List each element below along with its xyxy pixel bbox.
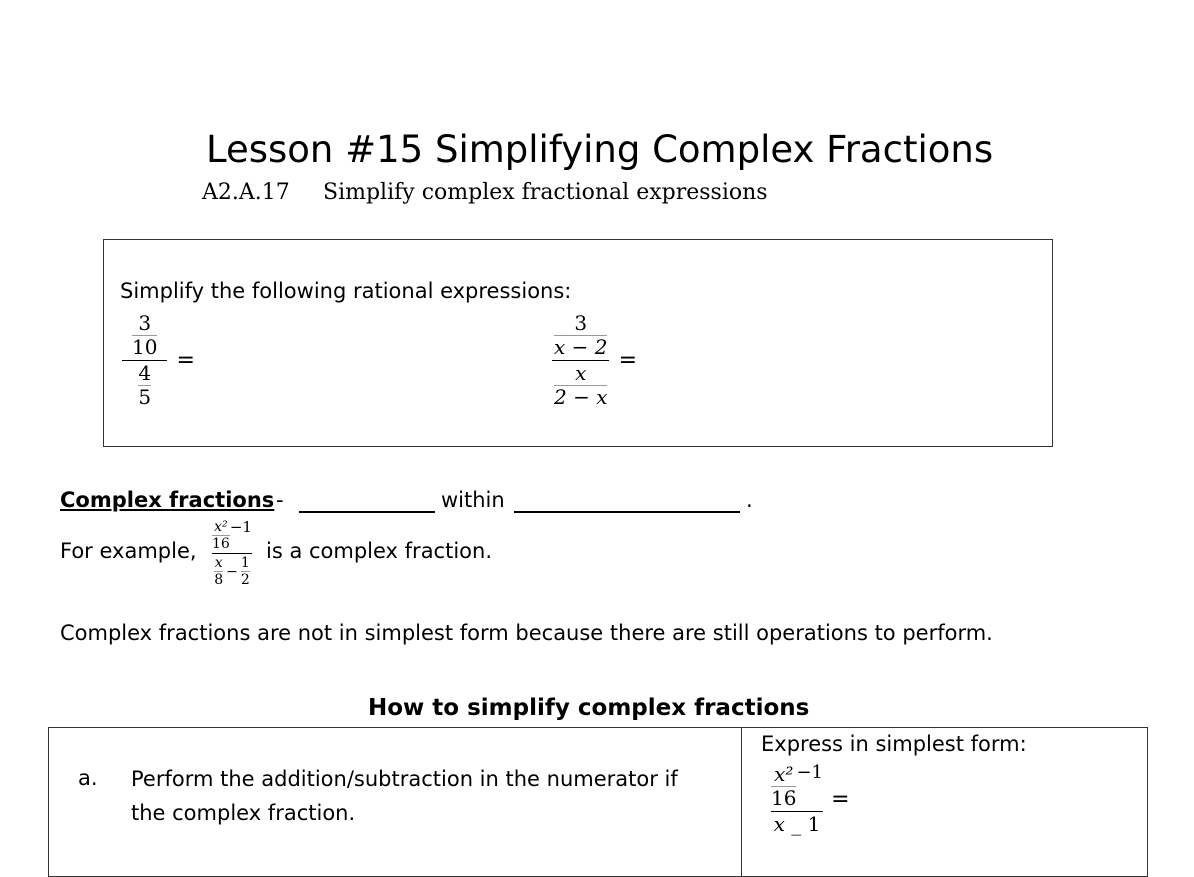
step-text-line-1: Perform the addition/subtraction in the numerator if (131, 767, 678, 791)
standard-description: Simplify complex fractional expressions (323, 180, 768, 205)
equals-sign: = (176, 348, 195, 373)
example-den-a-num: x (214, 555, 223, 572)
practice-complex-fraction (771, 763, 850, 836)
denominator-top: x (575, 361, 587, 385)
table-column-divider (741, 727, 742, 877)
fraction-numerator (122, 312, 167, 359)
definition-dash: - (276, 488, 284, 512)
practice-num-minus: −1 (796, 762, 823, 783)
example-den-minus: − (226, 563, 238, 580)
fraction-denominator (128, 362, 161, 409)
example-intro: For example, (60, 539, 197, 563)
definition-within: within (441, 488, 505, 512)
example-outro: is a complex fraction. (266, 539, 493, 563)
example-den-b-num: 1 (240, 555, 250, 572)
practice-denominator (774, 813, 821, 836)
numerator-top: 3 (574, 311, 588, 335)
example-denominator (214, 555, 250, 588)
standard-code: A2.A.17 (202, 180, 290, 205)
equals-sign: = (831, 787, 850, 812)
practice-num-b: 16 (771, 786, 797, 810)
definition-period: . (746, 488, 753, 512)
practice-den-a: x (773, 812, 785, 836)
step-text-line-2: the complex fraction. (131, 801, 356, 825)
step-text (131, 762, 731, 830)
example-num-b: 16 (212, 536, 230, 553)
example-den-a-den: 8 (214, 572, 224, 589)
example-complex-fraction (212, 519, 252, 588)
complex-fraction (122, 312, 167, 409)
practice-den-minus: _ (791, 812, 802, 836)
denominator-bottom: 2 − x (554, 385, 608, 409)
step-letter: a. (78, 766, 98, 790)
fraction-numerator (552, 312, 609, 359)
fill-in-blank-2[interactable] (514, 511, 740, 513)
express-label: Express in simplest form: (761, 732, 1027, 756)
practice-numerator (771, 763, 823, 810)
definition-term: Complex fractions (60, 488, 275, 512)
warmup-prompt: Simplify the following rational expressions: (120, 279, 572, 303)
lesson-title: Lesson #15 Simplifying Complex Fractions (206, 128, 994, 171)
example-den-b-den: 2 (240, 572, 250, 589)
numerator-top: 3 (138, 311, 152, 335)
fill-in-blank-1[interactable] (299, 511, 435, 513)
explanation-text: Complex fractions are not in simplest form because there are still operations to perform. (60, 621, 993, 645)
warmup-expression-1 (122, 312, 195, 409)
example-main-bar (212, 553, 252, 554)
practice-den-b: 1 (807, 812, 821, 836)
numerator-bottom: 10 (132, 335, 158, 359)
equals-sign: = (618, 348, 638, 373)
denominator-bottom: 5 (138, 385, 152, 409)
example-num-a: x² (214, 519, 228, 535)
practice-num-a: x² (774, 762, 794, 786)
complex-fraction (552, 312, 609, 409)
fraction-denominator (552, 362, 609, 409)
section-title: How to simplify complex fractions (368, 695, 810, 721)
example-numerator (212, 519, 252, 552)
numerator-bottom: x − 2 (554, 335, 608, 359)
denominator-top: 4 (138, 361, 152, 385)
example-num-minus: −1 (229, 518, 252, 536)
warmup-expression-2 (552, 312, 637, 409)
